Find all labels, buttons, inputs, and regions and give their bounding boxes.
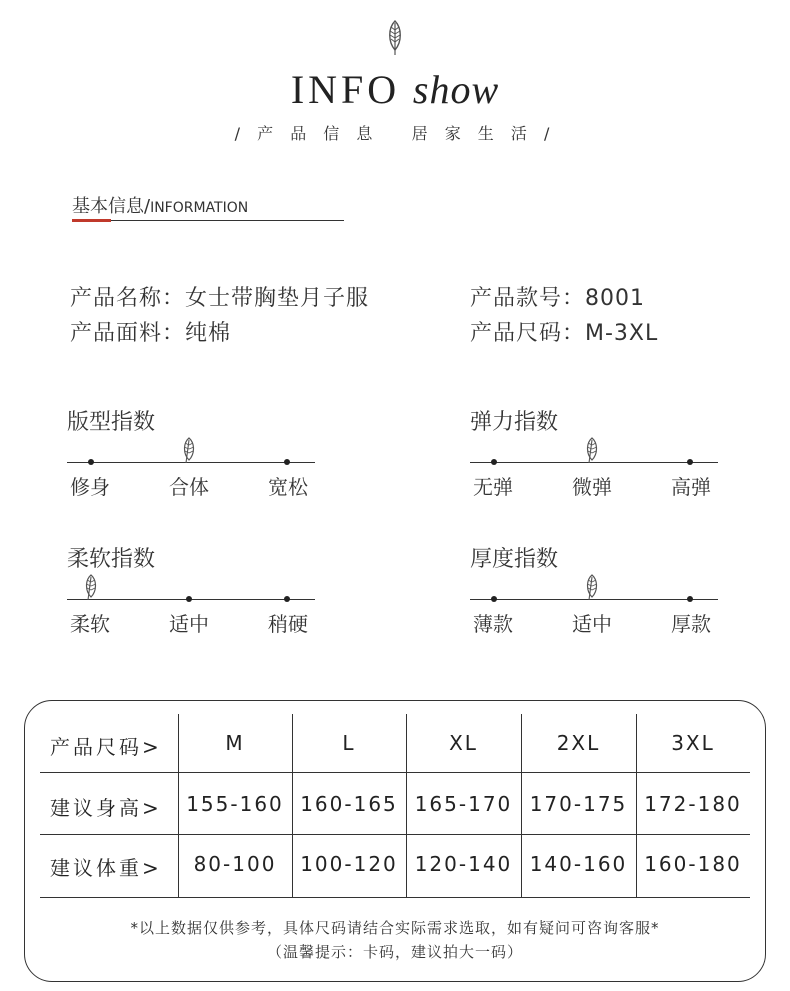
- section-underline: [72, 220, 344, 221]
- page-title: [0, 66, 790, 113]
- table-note: *以上数据仅供参考，具体尺码请结合实际需求选取，如有疑问可咨询客服*: [130, 919, 660, 937]
- table-cell: 3XL: [671, 731, 715, 755]
- index-title: 柔软指数: [67, 547, 156, 572]
- index-dot: [186, 596, 192, 602]
- product-code: 产品款号：8001: [470, 286, 645, 311]
- table-cell: 170-175: [529, 792, 628, 816]
- feather-marker-icon: [583, 574, 601, 600]
- product-size: 产品尺码：M-3XL: [470, 321, 659, 346]
- table-cell: M: [225, 731, 245, 755]
- title-main: INFO: [290, 67, 401, 112]
- section-heading: [72, 192, 248, 218]
- index-dot: [687, 459, 693, 465]
- index-dot: [284, 459, 290, 465]
- index-option: 稍硬: [268, 612, 308, 636]
- page-subtitle: / 产 品 信 息 居 家 生 活 /: [234, 124, 556, 143]
- index-dot: [687, 596, 693, 602]
- index-title: 弹力指数: [470, 410, 559, 435]
- table-row-label: 产品尺码>: [50, 735, 162, 759]
- index-dot: [284, 596, 290, 602]
- table-divider: [40, 897, 750, 898]
- index-option: 合体: [169, 475, 209, 499]
- product-name: 产品名称：女士带胸垫月子服: [70, 286, 370, 311]
- index-option: 适中: [572, 612, 612, 636]
- table-cell: 155-160: [186, 792, 284, 816]
- table-cell: 80-100: [193, 852, 277, 876]
- table-row-label: 建议身高>: [50, 796, 162, 820]
- table-cell: 160-180: [644, 852, 742, 876]
- product-fabric: 产品面料：纯棉: [70, 321, 232, 346]
- index-dot: [491, 596, 497, 602]
- feather-marker-icon: [82, 574, 100, 600]
- table-cell: 172-180: [644, 792, 742, 816]
- table-cell: 140-160: [529, 852, 628, 876]
- section-title-cn: 基本信息/: [72, 196, 151, 217]
- section-title-en: INFORMATION: [150, 200, 249, 216]
- index-option: 柔软: [70, 612, 110, 636]
- table-divider: [40, 772, 750, 773]
- table-cell: 100-120: [300, 852, 398, 876]
- table-cell: L: [342, 731, 356, 755]
- table-row-label: 建议体重>: [50, 856, 162, 880]
- feather-icon: [384, 20, 406, 56]
- feather-marker-icon: [180, 437, 198, 463]
- feather-marker-icon: [583, 437, 601, 463]
- index-title: 厚度指数: [470, 547, 559, 572]
- index-option: 适中: [169, 612, 209, 636]
- index-title: 版型指数: [67, 410, 156, 435]
- title-script: show: [412, 67, 500, 112]
- index-dot: [491, 459, 497, 465]
- index-option: 微弹: [572, 475, 612, 499]
- index-option: 厚款: [671, 612, 711, 636]
- table-cell: 160-165: [300, 792, 398, 816]
- table-cell: 120-140: [414, 852, 513, 876]
- index-option: 高弹: [671, 475, 711, 499]
- index-option: 无弹: [473, 475, 513, 499]
- table-divider: [40, 834, 750, 835]
- index-option: 宽松: [268, 475, 308, 499]
- table-cell: 2XL: [556, 731, 601, 755]
- index-option: 修身: [70, 475, 110, 499]
- section-accent-bar: [72, 219, 111, 222]
- table-cell: XL: [449, 731, 478, 755]
- index-dot: [88, 459, 94, 465]
- table-cell: 165-170: [414, 792, 513, 816]
- index-option: 薄款: [473, 612, 513, 636]
- table-tip: （温馨提示：卡码，建议拍大一码）: [266, 943, 523, 961]
